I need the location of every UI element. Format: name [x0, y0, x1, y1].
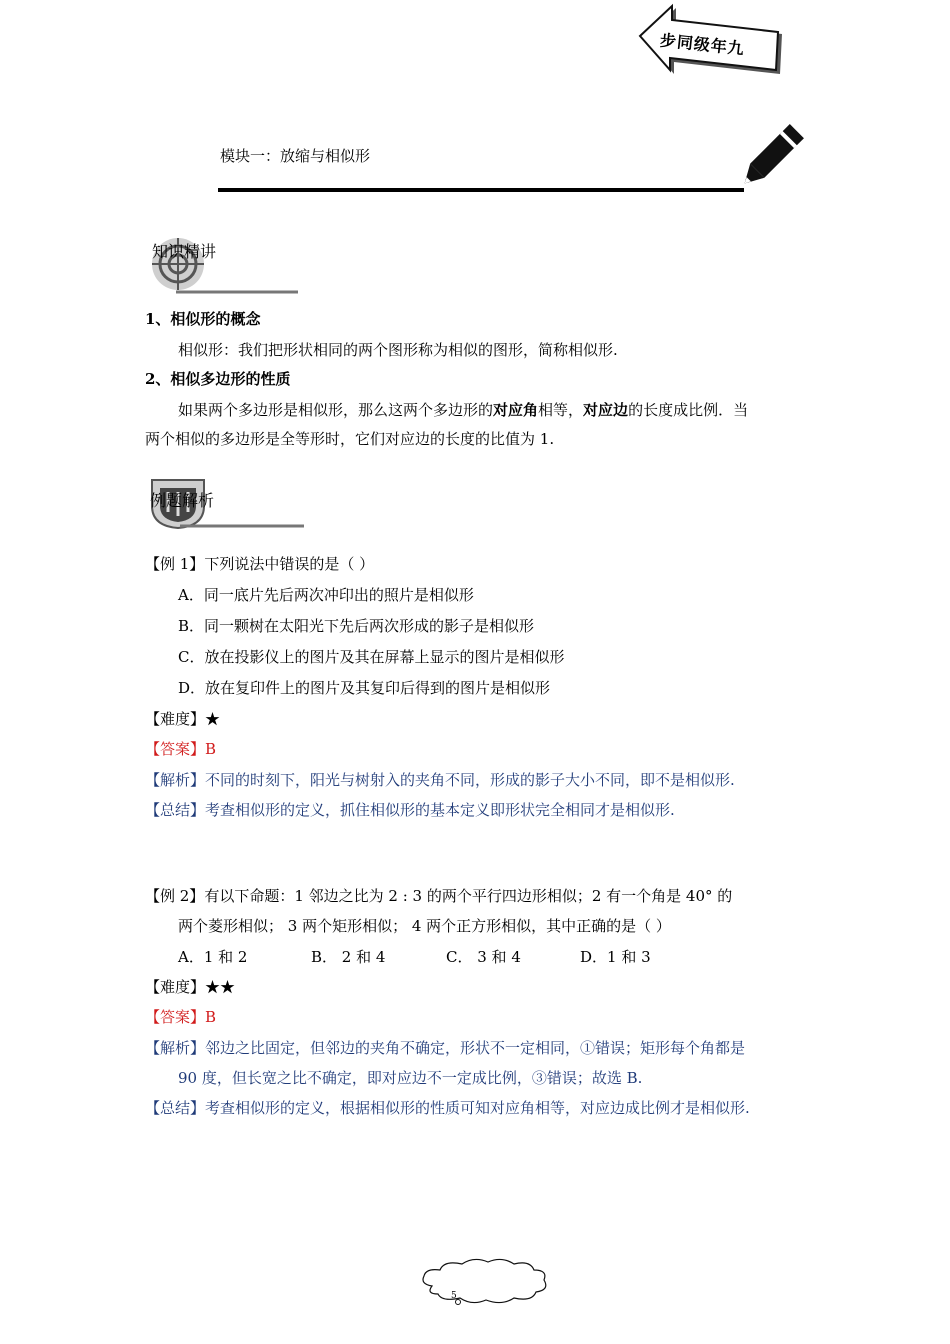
example1-answer — [145, 739, 216, 759]
difficulty-stars: ★ — [205, 710, 221, 728]
answer-value: B — [205, 1008, 217, 1026]
example1-label: 【例 1】 — [145, 555, 205, 573]
example1-summary — [145, 800, 675, 820]
example2-question-line2: 两个菱形相似； 3 两个矩形相似； 4 两个正方形相似，其中正确的是（ ） — [178, 917, 671, 935]
concept2-heading: 2、相似多边形的性质 — [145, 370, 291, 388]
corresponding-angle: 对应角 — [493, 401, 539, 419]
difficulty-stars: ★★ — [205, 978, 236, 996]
section-title-examples: 例题解析 — [150, 491, 215, 510]
concept2-line1 — [178, 400, 748, 420]
example1-option-d: D．放在复印件上的图片及其复印后得到的图片是相似形 — [178, 679, 551, 697]
summary-text: 考查相似形的定义，抓住相似形的基本定义即形状完全相同才是相似形. — [205, 801, 675, 819]
example2-question-line1: 有以下命题：1 邻边之比为 2 : 3 的两个平行四边形相似；2 有一个角是 40° 的 — [204, 887, 733, 905]
concept1-heading: 1、相似形的概念 — [145, 310, 261, 328]
module-title: 模块一：放缩与相似形 — [220, 147, 371, 165]
difficulty-label: 【难度】 — [145, 710, 206, 728]
module-title-underline — [218, 188, 744, 192]
example2-option-b: B． 2 和 4 — [311, 948, 386, 966]
example2-analysis — [145, 1038, 745, 1058]
example1-question-text: 下列说法中错误的是（ ） — [204, 555, 375, 573]
example2-analysis-line2: 90 度，但长宽之比不确定，即对应边不一定成比例，③错误；故选 B. — [178, 1069, 643, 1087]
example2-question — [145, 886, 732, 906]
page-number: 5 — [451, 1291, 457, 1301]
concept2-text: 的长度成比例．当 — [628, 401, 749, 419]
answer-value: B — [205, 740, 217, 758]
cloud-icon — [418, 1256, 550, 1308]
grade-badge-text: 步同级年九 — [659, 30, 746, 59]
concept1-text: 相似形：我们把形状相同的两个图形称为相似的图形，简称相似形. — [178, 341, 618, 359]
example2-answer — [145, 1007, 216, 1027]
example2-label: 【例 2】 — [145, 887, 205, 905]
pencil-icon — [730, 118, 810, 198]
example1-option-b: B．同一颗树在太阳光下先后两次形成的影子是相似形 — [178, 617, 535, 635]
concept2-text: 如果两个多边形是相似形，那么这两个多边形的 — [178, 401, 494, 419]
difficulty-label: 【难度】 — [145, 978, 206, 996]
example1-option-c: C．放在投影仪上的图片及其在屏幕上显示的图片是相似形 — [178, 648, 565, 666]
example1-difficulty — [145, 709, 220, 729]
analysis-text: 不同的时刻下，阳光与树射入的夹角不同，形成的影子大小不同，即不是相似形. — [205, 771, 735, 789]
example2-difficulty — [145, 977, 235, 997]
analysis-text-line1: 邻边之比固定，但邻边的夹角不确定，形状不一定相同，①错误；矩形每个角都是 — [205, 1039, 746, 1057]
summary-label: 【总结】 — [145, 1099, 206, 1117]
analysis-label: 【解析】 — [145, 771, 206, 789]
summary-label: 【总结】 — [145, 801, 206, 819]
summary-text: 考查相似形的定义，根据相似形的性质可知对应角相等，对应边成比例才是相似形. — [205, 1099, 750, 1117]
example2-option-c: C． 3 和 4 — [446, 948, 521, 966]
example2-summary — [145, 1098, 750, 1118]
example1-option-a: A．同一底片先后两次冲印出的照片是相似形 — [178, 586, 474, 604]
concept2-text: 相等， — [538, 401, 584, 419]
answer-label: 【答案】 — [145, 740, 206, 758]
corresponding-side: 对应边 — [583, 401, 629, 419]
example1-question — [145, 554, 374, 574]
answer-label: 【答案】 — [145, 1008, 206, 1026]
example2-option-a: A．1 和 2 — [178, 948, 248, 966]
example2-option-d: D．1 和 3 — [580, 948, 651, 966]
example1-analysis — [145, 770, 735, 790]
section-title-knowledge: 知识精讲 — [152, 242, 217, 261]
analysis-label: 【解析】 — [145, 1039, 206, 1057]
concept2-line2: 两个相似的多边形是全等形时，它们对应边的长度的比值为 1. — [145, 430, 555, 448]
